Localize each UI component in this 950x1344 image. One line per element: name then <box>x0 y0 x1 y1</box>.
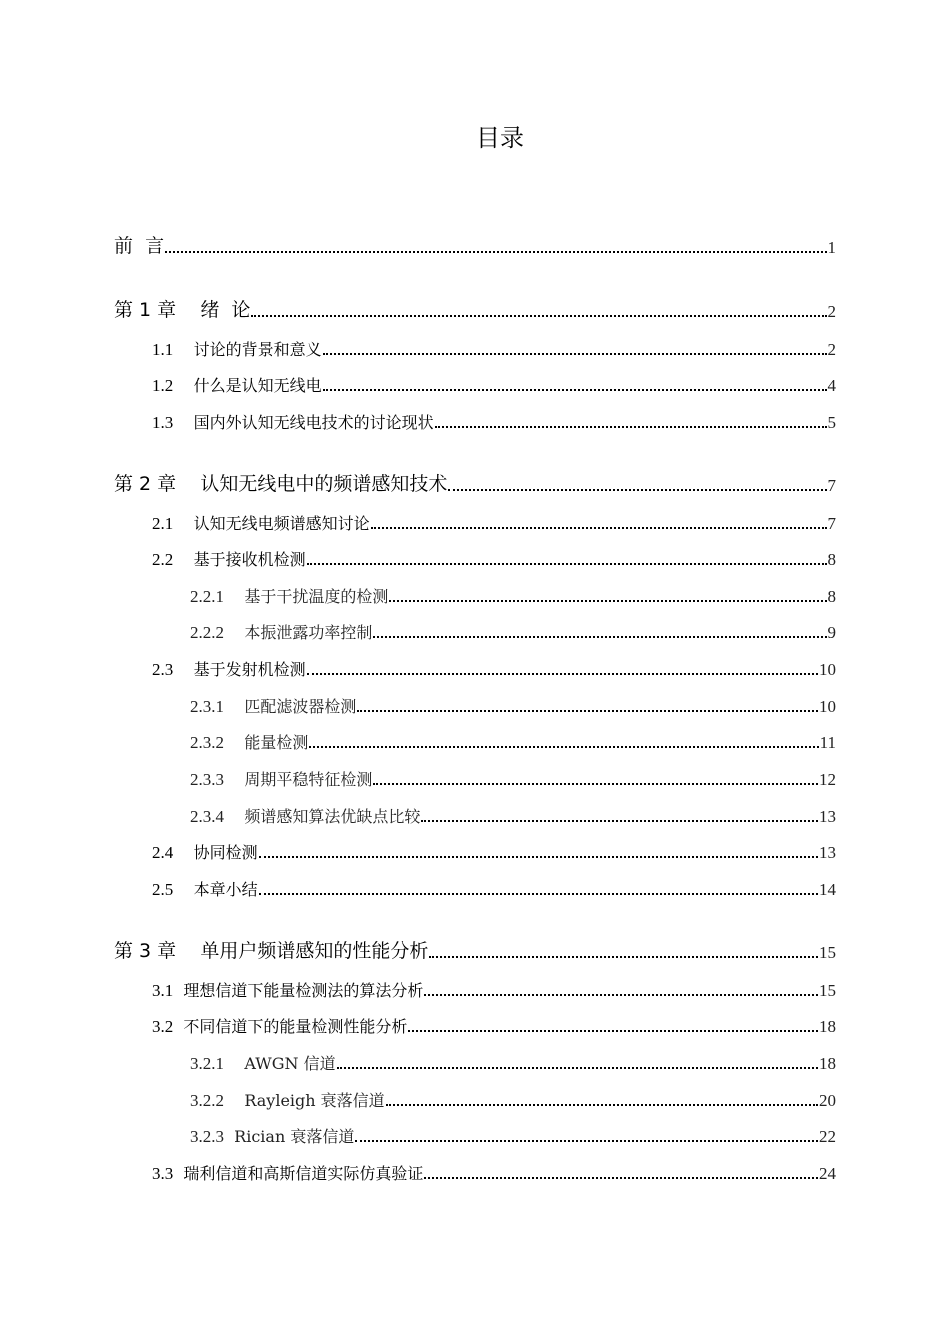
toc-page-number: 13 <box>819 843 836 862</box>
toc-entry-label <box>152 1161 423 1184</box>
toc-entry-label <box>190 767 372 790</box>
toc-entry-text: 单用户频谱感知的性能分析 <box>200 940 429 962</box>
toc-entry-3-2-1[interactable] <box>190 1046 836 1074</box>
toc-page-number: 18 <box>819 1017 836 1036</box>
toc-page-number: 10 <box>819 660 836 679</box>
dot-leader <box>429 956 818 958</box>
toc-entry-number: 3.2.2 <box>190 1091 224 1110</box>
toc-entry-number: 2.3.4 <box>190 807 224 826</box>
toc-entry-text: 匹配滤波器检测 <box>244 697 357 716</box>
toc-entry-number: 第 3 章 <box>114 940 177 962</box>
dot-leader <box>373 636 826 638</box>
toc-entry-label <box>190 694 356 717</box>
toc-entry-number: 2.2.2 <box>190 623 224 642</box>
toc-entry-text: 什么是认知无线电 <box>193 376 322 395</box>
toc-entry-chapter-2[interactable] <box>114 468 836 496</box>
toc-entry-2-5[interactable] <box>152 872 836 900</box>
toc-entry-label <box>190 1051 336 1074</box>
toc-entry-label <box>114 469 447 496</box>
toc-entry-text: 认知无线电频谱感知讨论 <box>193 514 370 533</box>
toc-page-number: 1 <box>827 238 836 257</box>
dot-leader <box>373 783 818 785</box>
toc-entry-number: 2.3.3 <box>190 770 224 789</box>
toc-entry-label <box>152 337 322 360</box>
dot-leader <box>337 1067 818 1069</box>
toc-entry-chapter-3[interactable] <box>114 935 836 963</box>
toc-entry-text: 国内外认知无线电技术的讨论现状 <box>193 413 434 432</box>
toc-entry-text: AWGN 信道 <box>244 1054 336 1073</box>
toc-entry-number: 3.1 <box>152 981 174 1000</box>
toc-entry-number: 2.4 <box>152 843 174 862</box>
toc-entry-label <box>190 804 420 827</box>
toc-entry-label <box>152 373 322 396</box>
toc-page-number: 10 <box>819 697 836 716</box>
toc-entry-label <box>190 620 372 643</box>
toc-entry-3-2-2[interactable] <box>190 1083 836 1111</box>
toc-entry-1-1[interactable] <box>152 332 836 360</box>
toc-entry-number: 2.3 <box>152 660 174 679</box>
dot-leader <box>323 389 827 391</box>
toc-entry-3-3[interactable] <box>152 1156 836 1184</box>
toc-entry-text: 绪 论 <box>200 299 251 321</box>
toc-entry-label <box>152 410 434 433</box>
toc-entry-label <box>114 936 428 963</box>
toc-entry-number: 2.2 <box>152 550 174 569</box>
toc-page-number: 2 <box>827 340 836 359</box>
toc-page-number: 13 <box>819 807 836 826</box>
dot-leader <box>371 527 827 529</box>
toc-entry-2-3-2[interactable] <box>190 725 836 753</box>
dot-leader <box>448 489 826 491</box>
dot-leader <box>357 710 818 712</box>
toc-entry-text: 前 言 <box>114 235 165 257</box>
toc-entry-preface[interactable] <box>114 230 836 258</box>
toc-entry-text: 认知无线电中的频谱感知技术 <box>200 473 448 495</box>
dot-leader <box>386 1104 818 1106</box>
toc-entry-3-1[interactable] <box>152 973 836 1001</box>
toc-entry-label <box>152 657 306 680</box>
toc-page-number: 18 <box>819 1054 836 1073</box>
dot-leader <box>424 994 818 996</box>
toc-entry-number: 1.2 <box>152 376 174 395</box>
toc-entry-label <box>152 877 258 900</box>
toc-entry-label <box>190 584 388 607</box>
toc-entry-label <box>152 547 306 570</box>
dot-leader <box>259 893 818 895</box>
toc-entry-label <box>152 511 370 534</box>
toc-entry-label <box>152 1014 407 1037</box>
dot-leader <box>323 353 827 355</box>
toc-entry-text: 讨论的背景和意义 <box>193 340 322 359</box>
toc-entry-text: 本章小结 <box>193 880 258 899</box>
dot-leader <box>421 820 818 822</box>
toc-page-number: 2 <box>827 302 836 321</box>
toc-page-number: 12 <box>819 770 836 789</box>
toc-page-number: 14 <box>819 880 836 899</box>
toc-entry-2-2[interactable] <box>152 542 836 570</box>
dot-leader <box>355 1140 818 1142</box>
toc-entry-text: Rician 衰落信道 <box>234 1127 355 1146</box>
toc-entry-text: 能量检测 <box>244 733 309 752</box>
toc-page-number: 8 <box>827 550 836 569</box>
toc-entry-number: 2.1 <box>152 514 174 533</box>
toc-entry-number: 3.2 <box>152 1017 174 1036</box>
toc-entry-text: 理想信道下能量检测法的算法分析 <box>183 981 424 1000</box>
toc-entry-label <box>152 840 258 863</box>
dot-leader <box>307 563 827 565</box>
toc-entry-1-3[interactable] <box>152 405 836 433</box>
toc-entry-2-4[interactable] <box>152 835 836 863</box>
toc-page-number: 15 <box>819 943 836 962</box>
toc-entry-2-3[interactable] <box>152 652 836 680</box>
dot-leader <box>408 1030 818 1032</box>
toc-entry-number: 2.2.1 <box>190 587 224 606</box>
dot-leader <box>165 251 826 253</box>
toc-entry-text: 协同检测 <box>193 843 258 862</box>
toc-entry-number: 3.2.1 <box>190 1054 224 1073</box>
toc-entry-number: 第 1 章 <box>114 299 177 321</box>
dot-leader <box>307 673 818 675</box>
toc-entry-text: 不同信道下的能量检测性能分析 <box>183 1017 408 1036</box>
toc-page-number: 15 <box>819 981 836 1000</box>
toc-entry-label <box>190 1124 354 1147</box>
toc-entry-text: 周期平稳特征检测 <box>244 770 373 789</box>
toc-entry-3-2-3[interactable] <box>190 1119 836 1147</box>
toc-entry-number: 2.3.2 <box>190 733 224 752</box>
toc-entry-text: 基于干扰温度的检测 <box>244 587 389 606</box>
toc-entry-label <box>114 231 164 258</box>
dot-leader <box>309 746 818 748</box>
toc-entry-text: 基于发射机检测 <box>193 660 306 679</box>
toc-entry-2-2-2[interactable] <box>190 615 836 643</box>
toc-page-number: 24 <box>819 1164 836 1183</box>
toc-page-number: 4 <box>827 376 836 395</box>
toc-entry-text: Rayleigh 衰落信道 <box>244 1091 385 1110</box>
toc-entry-number: 2.3.1 <box>190 697 224 716</box>
toc-entry-2-3-4[interactable] <box>190 799 836 827</box>
toc-entry-chapter-1[interactable] <box>114 294 836 322</box>
toc-page-number: 11 <box>819 733 836 752</box>
toc-entry-1-2[interactable] <box>152 368 836 396</box>
toc-entry-label <box>114 295 250 322</box>
dot-leader <box>259 856 818 858</box>
toc-page-number: 20 <box>819 1091 836 1110</box>
toc-entry-2-2-1[interactable] <box>190 579 836 607</box>
toc-page-number: 8 <box>827 587 836 606</box>
toc-entry-text: 频谱感知算法优缺点比较 <box>244 807 421 826</box>
toc-entry-number: 2.5 <box>152 880 174 899</box>
dot-leader <box>424 1177 818 1179</box>
toc-entry-label <box>152 978 423 1001</box>
toc-entry-2-1[interactable] <box>152 506 836 534</box>
dot-leader <box>389 600 826 602</box>
toc-page-number: 5 <box>827 413 836 432</box>
toc-entry-label <box>190 1088 385 1111</box>
toc-entry-text: 瑞利信道和高斯信道实际仿真验证 <box>183 1164 424 1183</box>
dot-leader <box>251 315 826 317</box>
toc-entry-label <box>190 730 308 753</box>
toc-page-number: 7 <box>827 476 836 495</box>
toc-entry-2-3-3[interactable] <box>190 762 836 790</box>
toc-entry-number: 第 2 章 <box>114 473 177 495</box>
page-title: 目录 <box>476 124 524 152</box>
toc-entry-number: 3.3 <box>152 1164 174 1183</box>
toc-page-number: 9 <box>827 623 836 642</box>
toc-entry-number: 3.2.3 <box>190 1127 224 1146</box>
toc-entry-text: 基于接收机检测 <box>193 550 306 569</box>
toc-entry-2-3-1[interactable] <box>190 689 836 717</box>
toc-page-number: 22 <box>819 1127 836 1146</box>
dot-leader <box>435 426 827 428</box>
toc-entry-3-2[interactable] <box>152 1009 836 1037</box>
toc-entry-number: 1.1 <box>152 340 174 359</box>
toc-entry-number: 1.3 <box>152 413 174 432</box>
toc-entry-text: 本振泄露功率控制 <box>244 623 373 642</box>
toc-page-number: 7 <box>827 514 836 533</box>
